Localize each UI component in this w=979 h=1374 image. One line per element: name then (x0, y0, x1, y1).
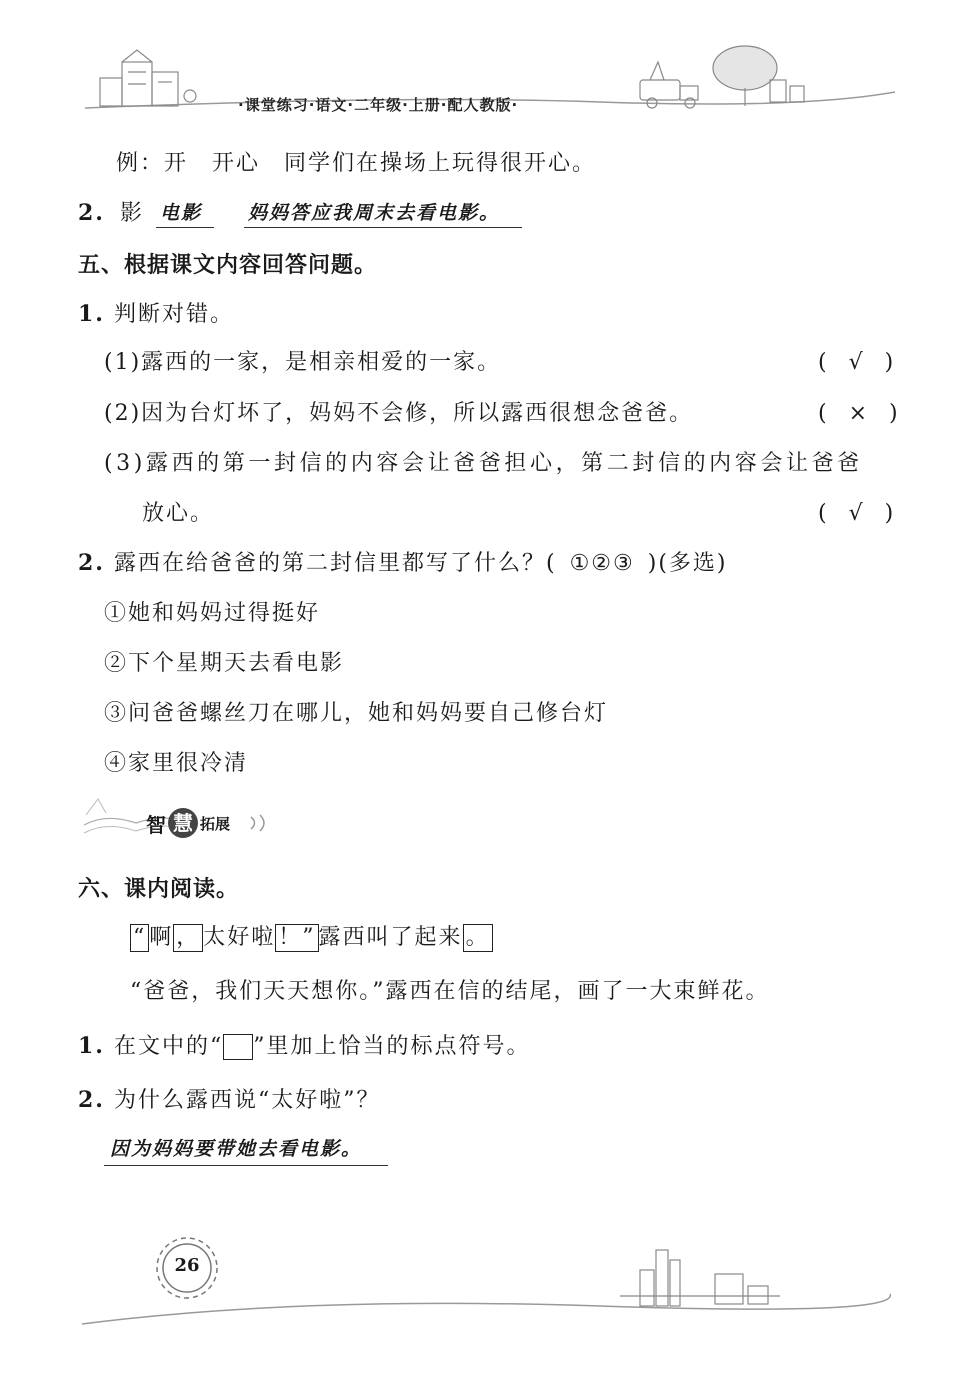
target-character: 影 (119, 201, 144, 226)
section-badge (146, 808, 230, 838)
answer-line: 因为妈妈要带她去看电影。 (104, 1134, 388, 1166)
question-text-pre: 在文中的“ (113, 1034, 224, 1059)
answer-sentence: 妈妈答应我周末去看电影。 (244, 198, 522, 228)
cross-mark: × (848, 401, 868, 426)
header-title: ·课堂练习·语文·二年级·上册·配人教版· (238, 96, 519, 114)
option-1: ①她和妈妈过得挺好 (104, 601, 321, 626)
section6-title: 六、课内阅读。 (78, 877, 240, 902)
footer-decoration (0, 1230, 979, 1374)
judge-answer-2: ( × ) (818, 401, 898, 426)
punctuation-box: ， (173, 924, 203, 952)
judge-item-3: (3)露西的第一封信的内容会让爸爸担心，第二封信的内容会让爸爸 (104, 451, 863, 476)
passage-text: 啊 (149, 925, 174, 950)
passage-paragraph-1 (130, 920, 493, 952)
city-skyline-illustration (620, 1250, 780, 1306)
badge-rest: 拓展 (200, 814, 231, 833)
question-text: 为什么露西说“太好啦”？ (113, 1088, 381, 1113)
question-text: 露西在给爸爸的第二封信里都写了什么？( (113, 551, 557, 576)
section5-q1 (78, 297, 234, 328)
passage-text: 太好啦 (203, 925, 276, 950)
badge-char-2: 慧 (168, 808, 198, 838)
question-number: 1. (78, 301, 105, 327)
badge-char-1: 智 (146, 812, 166, 837)
passage-text: 露西叫了起来 (318, 925, 463, 950)
check-mark: √ (848, 350, 863, 375)
question-number: 1. (78, 1033, 105, 1059)
word-question (78, 196, 144, 227)
judge-answer-1: ( √ ) (818, 350, 894, 375)
judge-item-2: (2)因为台灯坏了，妈妈不会修，所以露西很想念爸爸。 (104, 401, 694, 426)
truck-tree-illustration (640, 46, 804, 108)
question-suffix: )(多选) (647, 551, 728, 576)
building-illustration-left (100, 50, 196, 106)
section5-q2 (78, 546, 727, 577)
section6-q1 (78, 1029, 530, 1060)
blank-box (223, 1034, 253, 1060)
question-text-post: ”里加上恰当的标点符号。 (253, 1034, 531, 1059)
question-number: 2. (78, 1087, 105, 1113)
punctuation-box: ！” (275, 924, 318, 952)
passage-paragraph-2: “爸爸，我们天天想你。”露西在信的结尾，画了一大束鲜花。 (130, 979, 770, 1004)
judge-item-3-continued: 放心。 (142, 501, 215, 526)
punctuation-box: “ (130, 924, 149, 952)
punctuation-box: 。 (463, 924, 493, 952)
example-line: 例：开 开心 同学们在操场上玩得很开心。 (116, 151, 597, 176)
question-text: 判断对错。 (113, 302, 234, 327)
choice-answer: ①②③ (569, 551, 635, 576)
section5-title: 五、根据课文内容回答问题。 (78, 253, 378, 278)
judge-item-1: (1)露西的一家，是相亲相爱的一家。 (104, 350, 502, 375)
page-number: 26 (174, 1255, 200, 1276)
question-number: 2. (78, 550, 105, 576)
option-2: ②下个星期天去看电影 (104, 651, 345, 676)
answer-word: 电影 (156, 198, 214, 228)
question-number: 2. (78, 200, 105, 226)
header-decoration (0, 0, 979, 140)
option-3: ③问爸爸螺丝刀在哪儿，她和妈妈要自己修台灯 (104, 701, 609, 726)
check-mark: √ (848, 501, 863, 526)
option-4: ④家里很冷清 (104, 751, 249, 776)
section6-q2 (78, 1083, 380, 1114)
judge-answer-3: ( √ ) (818, 501, 894, 526)
